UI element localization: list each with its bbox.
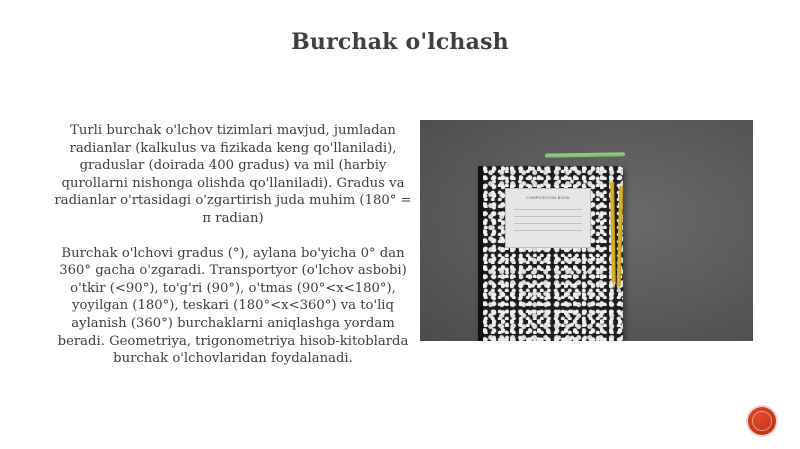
composition-notebook: [478, 166, 623, 341]
slide-title: Burchak o'lchash: [291, 29, 509, 55]
paragraph-degree-measure: Burchak o'lchovi gradus (°), aylana bo'yicha 0° dan 360° gacha o'zgaradi. Transportyor (o'lchov asbobi) o'tkir (<90°), to'g'ri (90°), o'tmas (90°<x<180°), yoyilgan (180°), teskari (180°<x<360°) va to'liq aylanish (360°) burchaklarni aniqlashga yordam beradi. Geometriya, trigonometriya hisob-kitoblarda burchak o'lchovlaridan foydalanadi.: [57, 245, 409, 367]
notebook-photo: [420, 120, 753, 341]
notebook-label-text: COMPOSITION BOOK: [525, 195, 570, 200]
circle-nav-icon: [752, 411, 772, 431]
slide-nav-button[interactable]: [748, 407, 776, 435]
notebook-label: [505, 188, 591, 248]
paragraph-angle-systems: Turli burchak o'lchov tizimlari mavjud, jumladan radianlar (kalkulus va fizikada keng qo'llaniladi), graduslar (doirada 400 gradus) va mil (harbiy qurollarni nishonga olishda qo'llaniladi). Gradus va radianlar o'rtasidagi o'zgartirish juda muhim (180° = π radian): [54, 123, 412, 226]
green-pen: [545, 152, 625, 157]
slide-body: [48, 122, 418, 368]
